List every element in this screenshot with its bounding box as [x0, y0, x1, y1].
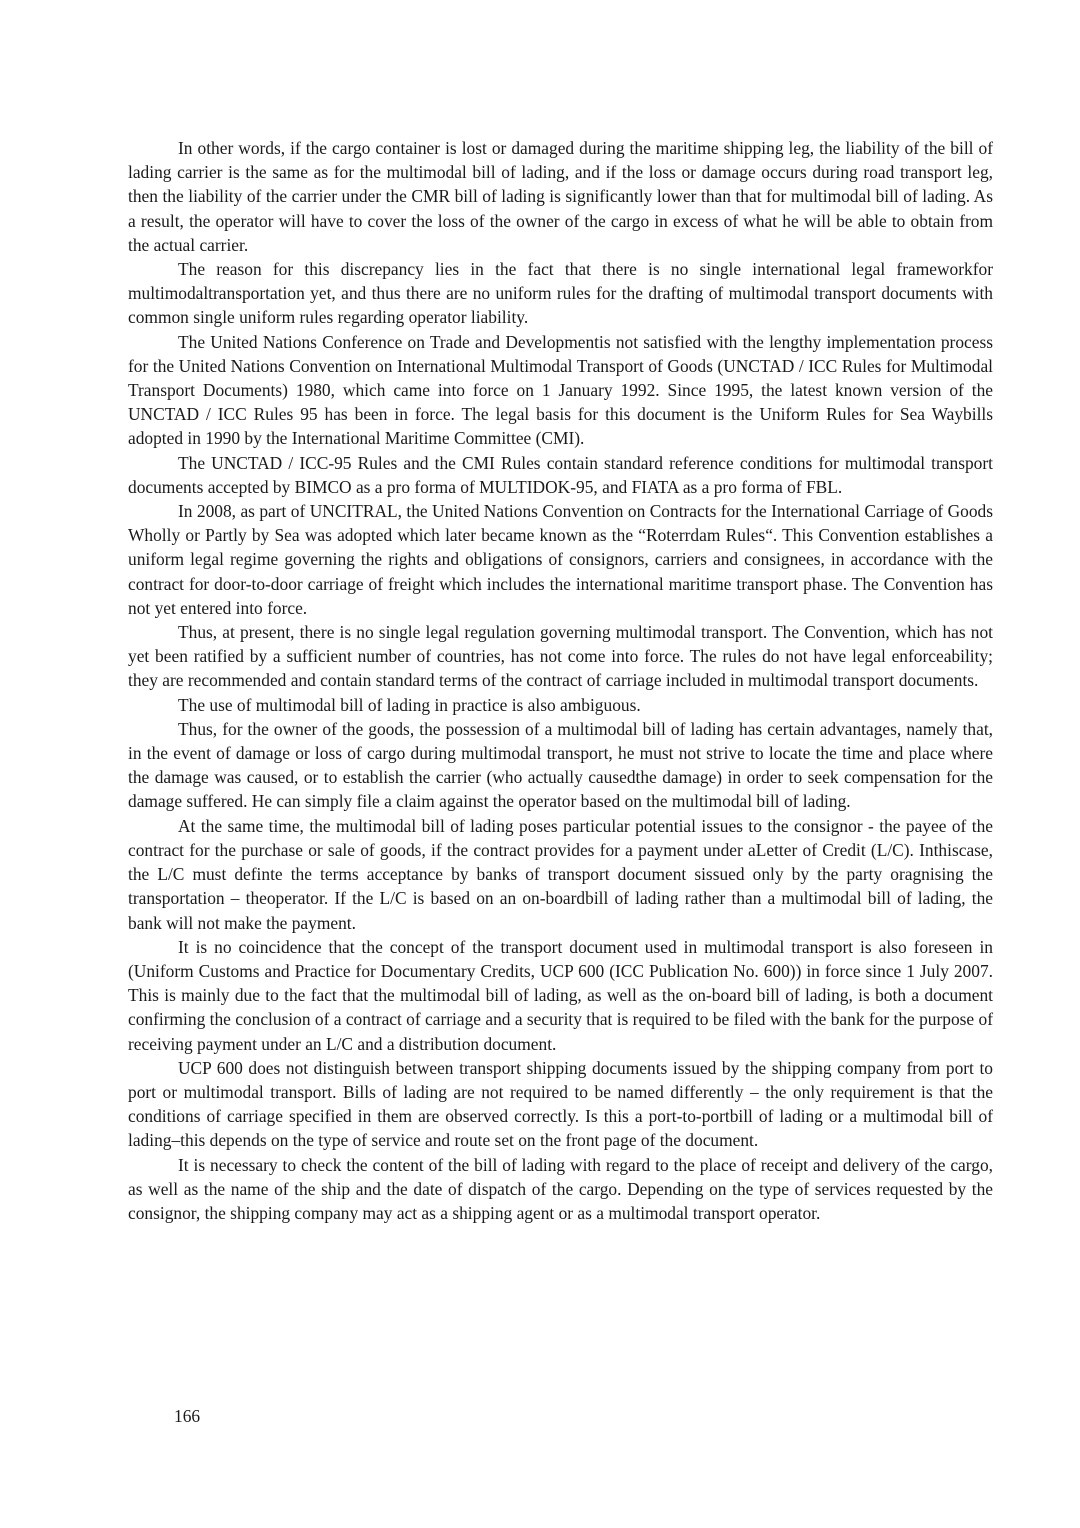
paragraph-9: At the same time, the multimodal bill of lading poses particular potential issues to the consignor - the payee of the contract for the purchase or sale of goods, if the contract provides for a payment under aLetter of Credit (L/C). Inthiscase, the L/C must definte the terms acceptance by banks of transport document sissued only by the party oragnising the transportation – theoperator. If the L/C is based on an on-boardbill of lading rather than a multimodal bill of lading, the bank will not make the payment.: [128, 815, 993, 933]
paragraph-11: UCP 600 does not distinguish between transport shipping documents issued by the shipping company from port to port or multimodal transport. Bills of lading are not required to be named differently – the only requirement is that the conditions of carriage specified in them are observed correctly. Is this a port-to-portbill of lading or a multimodal bill of lading–this depends on the type of service and route set on the front page of the document.: [128, 1057, 993, 1151]
paragraph-3: The United Nations Conference on Trade and Developmentis not satisfied with the lengthy implementation process for the United Nations Convention on International Multimodal Transport of Goods (UNCTAD / ICC Rules for Multimodal Transport Documents) 1980, which came into force on 1 January 1992. Since 1995, the latest known version of the UNCTAD / ICC Rules 95 has been in force. The legal basis for this document is the Uniform Rules for Sea Waybills adopted in 1990 by the International Maritime Committee (CMI).: [128, 331, 993, 449]
paragraph-2: The reason for this discrepancy lies in the fact that there is no single international legal frameworkfor multimodaltransportation yet, and thus there are no uniform rules for the drafting of multimodal transport documents with common single uniform rules regarding operator liability.: [128, 259, 993, 328]
paragraph-7: The use of multimodal bill of lading in practice is also ambiguous.: [178, 694, 641, 715]
paragraph-5: In 2008, as part of UNCITRAL, the United Nations Convention on Contracts for the International Carriage of Goods Wholly or Partly by Sea was adopted which later became known as the “Roterrdam Rules“. This Convention establishes a uniform legal regime governing the rights and obligations of consignors, carriers and consignees, in accordance with the contract for door-to-door carriage of freight which includes the international maritime transport phase. The Convention has not yet entered into force.: [128, 501, 993, 618]
page-number: 166: [174, 1406, 201, 1426]
paragraph-8: Thus, for the owner of the goods, the possession of a multimodal bill of lading has certain advantages, namely that, in the event of damage or loss of cargo during multimodal transport, he must not strive to locate the time and place where the damage was caused, or to establish the carrier (who actually causedthe damage) in order to seek compensation for the damage suffered. He can simply file a claim against the operator based on the multimodal bill of lading.: [128, 718, 993, 812]
paragraph-10: It is no coincidence that the concept of the transport document used in multimodal transport is also foreseen in (Uniform Customs and Practice for Documentary Credits, UCP 600 (ICC Publication No. 600)) in force since 1 July 2007. This is mainly due to the fact that the multimodal bill of lading, as well as the on-board bill of lading, is both a document confirming the conclusion of a contract of carriage and a security that is required to be filed with the bank for the purpose of receiving payment under an L/C and a distribution document.: [128, 936, 993, 1054]
paragraph-1: In other words, if the cargo container is lost or damaged during the maritime shipping leg, the liability of the bill of lading carrier is the same as for the multimodal bill of lading, and if the loss or damage occurs during road transport leg, then the liability of the carrier under the CMR bill of lading is significantly lower than that for multimodal bill of lading. As a result, the operator will have to cover the loss of the owner of the cargo in excess of what he will be able to obtain from the actual carrier.: [128, 138, 993, 255]
paragraph-4: The UNCTAD / ICC-95 Rules and the CMI Rules contain standard reference conditions for multimodal transport documents accepted by BIMCO as a pro forma of MULTIDOK-95, and FIATA as a pro forma of FBL.: [128, 452, 993, 497]
paragraph-12: It is necessary to check the content of the bill of lading with regard to the place of receipt and delivery of the cargo, as well as the name of the ship and the date of dispatch of the cargo. Depending on the type of services requested by the consignor, the shipping company may act as a shipping agent or as a multimodal transport operator.: [128, 1154, 993, 1223]
paragraph-6: Thus, at present, there is no single legal regulation governing multimodal transport. The Convention, which has not yet been ratified by a sufficient number of countries, has not come into force. The rules do not have legal enforceability; they are recommended and contain standard terms of the contract of carriage included in multimodal transport documents.: [128, 622, 993, 691]
page-body: [128, 136, 993, 1225]
